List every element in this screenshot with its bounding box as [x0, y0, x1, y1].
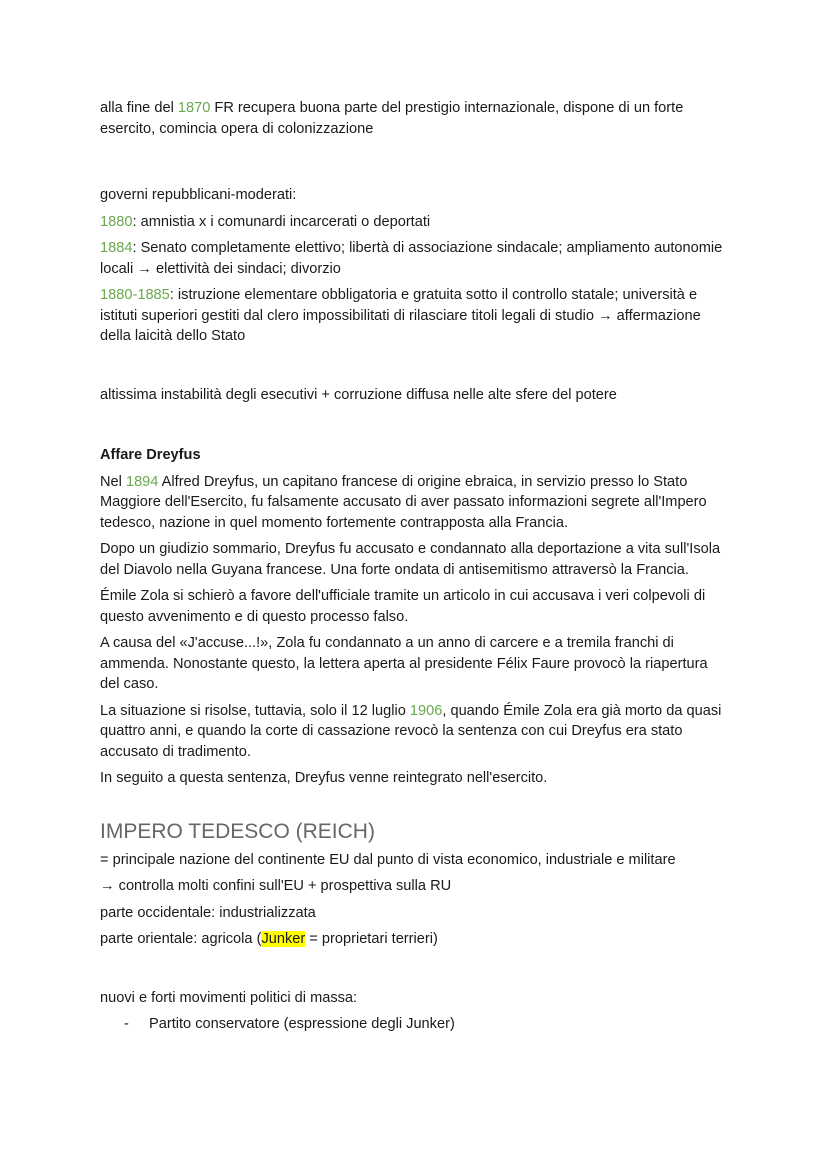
gov-heading: governi repubblicani-moderati:	[100, 187, 297, 203]
reich-line-2: → controlla molti confini sull'EU + prospettiva sulla RU	[100, 878, 452, 894]
year-1894: 1894	[125, 473, 159, 490]
movements-heading: nuovi e forti movimenti politici di massa:	[100, 989, 358, 1006]
dreyfus-paragraph-6: In seguito a questa sentenza, Dreyfus venne reintegrato nell'esercito.	[100, 770, 548, 786]
dreyfus-paragraph-2: Dopo un giudizio sommario, Dreyfus fu accusato e condannato alla deportazione a vita sull'Isola del Diavolo nella Guyana francese. Una forte ondata di antisemitismo attraversò la Francia.	[100, 541, 721, 578]
year-1884: 1884	[100, 240, 133, 256]
text-span: alla fine del	[100, 100, 178, 116]
highlighted-junker: Junker	[261, 931, 306, 947]
text-span: FR recupera buona parte del prestigio internazionale, dispone di un forte esercito, comincia opera di colonizzazione	[100, 100, 684, 137]
list-item-text: Partito conservatore (espressione degli Junker)	[149, 1016, 455, 1032]
reich-title: IMPERO TEDESCO (REICH)	[100, 819, 375, 843]
dreyfus-title: Affare Dreyfus	[100, 447, 201, 463]
dreyfus-paragraph-5	[100, 701, 725, 763]
text-span: parte orientale: agricola (	[100, 931, 262, 947]
spacer	[100, 139, 725, 171]
reich-line-4	[100, 929, 725, 950]
gov-item-1880	[100, 212, 725, 233]
year-1880: 1880	[100, 213, 133, 230]
dreyfus-paragraph-1	[100, 472, 725, 534]
text-span: : istruzione elementare obbligatoria e gratuita sotto il controllo statale; università e istituti superiori gestiti dal clero impossibilitati di rilasciare titoli legali di studio → affermazione della laicità dello Stato	[100, 287, 701, 344]
dash-bullet: -	[124, 1016, 129, 1032]
list-item	[100, 1014, 725, 1035]
text-span: Alfred Dreyfus, un capitano francese di origine ebraica, in servizio presso lo Stato Maggiore dell'Esercito, fu falsamente accusato di aver passato informazioni segrete all'Impero tedesco, nazione in quel momento fortemente contrapposta alla Francia.	[100, 473, 707, 531]
gov-item-1884	[100, 238, 725, 279]
year-1906: 1906	[409, 702, 443, 719]
document-body	[100, 98, 725, 1035]
text-span: , quando Émile Zola era già morto da quasi quattro anni, e quando la corte di cassazione revocò la sentenza con cui Dreyfus era stato accusato di tradimento.	[100, 702, 722, 760]
text-span: La situazione si risolse, tuttavia, solo il 12 luglio	[100, 702, 410, 719]
reich-line-3: parte occidentale: industrializzata	[100, 904, 316, 921]
year-1870: 1870	[177, 100, 211, 116]
instability-line: altissima instabilità degli esecutivi + corruzione diffusa nelle alte sfere del potere	[100, 386, 617, 403]
gov-item-1880-1885	[100, 285, 725, 347]
text-span: : amnistia x i comunardi incarcerati o deportati	[132, 213, 431, 230]
dreyfus-paragraph-3: Émile Zola si schierò a favore dell'ufficiale tramite un articolo in cui accusava i veri colpevoli di questo avvenimento e di questo processo falso.	[100, 588, 706, 625]
text-span: = proprietari terrieri)	[305, 931, 438, 947]
year-1880-1885: 1880-1885	[100, 287, 170, 303]
text-span: : Senato completamente elettivo; libertà di associazione sindacale; ampliamento autonomie locali → elettività dei sindaci; divorzio	[100, 240, 723, 277]
dreyfus-paragraph-4: A causa del «J'accuse...!», Zola fu condannato a un anno di carcere e a tremila franchi di ammenda. Nonostante questo, la lettera aperta al presidente Félix Faure provocò la riapertura del caso.	[100, 635, 708, 692]
intro-paragraph	[100, 98, 725, 139]
reich-line-1: = principale nazione del continente EU dal punto di vista economico, industriale e militare	[100, 851, 676, 868]
text-span: Nel	[100, 473, 126, 490]
